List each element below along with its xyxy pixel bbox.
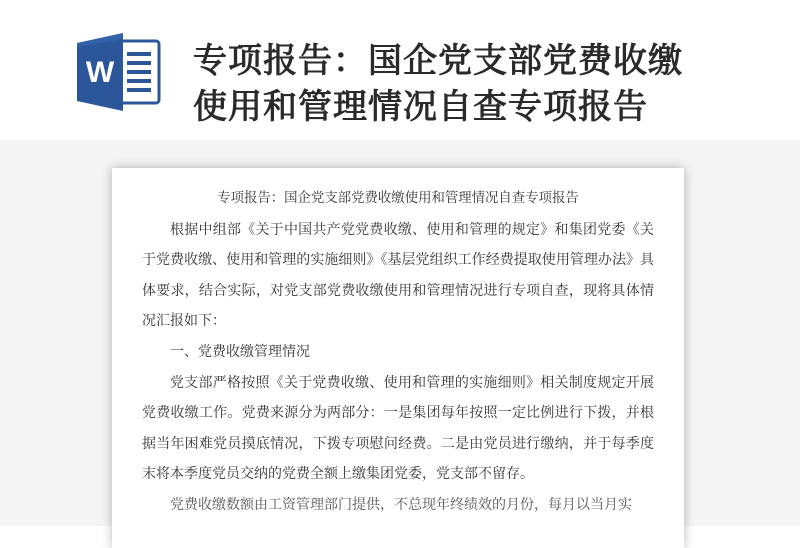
- word-logo-letter: W: [85, 56, 115, 89]
- document-paragraph: 党支部严格按照《关于党费收缴、使用和管理的实施细则》相关制度规定开展党费收缴工作。党费来源分为两部分：一是集团每年按照一定比例进行下拨，并根据当年困难党员摸底情况，下拨专项慰问经费。二是由党员进行缴纳，并于每季度末将本季度党员交纳的党费全额上缴集团党委，党支部不留存。: [142, 374, 654, 483]
- document-page: [112, 168, 684, 548]
- word-document-icon: [77, 33, 165, 111]
- document-paragraph: 党费收缴数额由工资管理部门提供，不总现年终绩效的月份，每月以当月实: [170, 496, 632, 513]
- document-paragraph: 根据中组部《关于中国共产党党费收缴、使用和管理的规定》和集团党委《关于党费收缴、使用和管理的实施细则》《基层党组织工作经费提取使用管理办法》具体要求，结合实际，对党支部党费收缴使用和管理情况进行专项自查，现将具体情况汇报如下：: [142, 221, 654, 330]
- document-title: 专项报告：国企党支部党费收缴使用和管理情况自查专项报告: [217, 191, 579, 206]
- header-banner: [0, 0, 800, 140]
- word-logo-graphic: [77, 33, 165, 111]
- page-title-line-2: 使用和管理情况自查专项报告: [193, 87, 648, 127]
- page-title-line-1: 专项报告：国企党支部党费收缴: [193, 41, 683, 81]
- document-body: [142, 184, 654, 521]
- section-heading: 一、党费收缴管理情况: [170, 343, 310, 360]
